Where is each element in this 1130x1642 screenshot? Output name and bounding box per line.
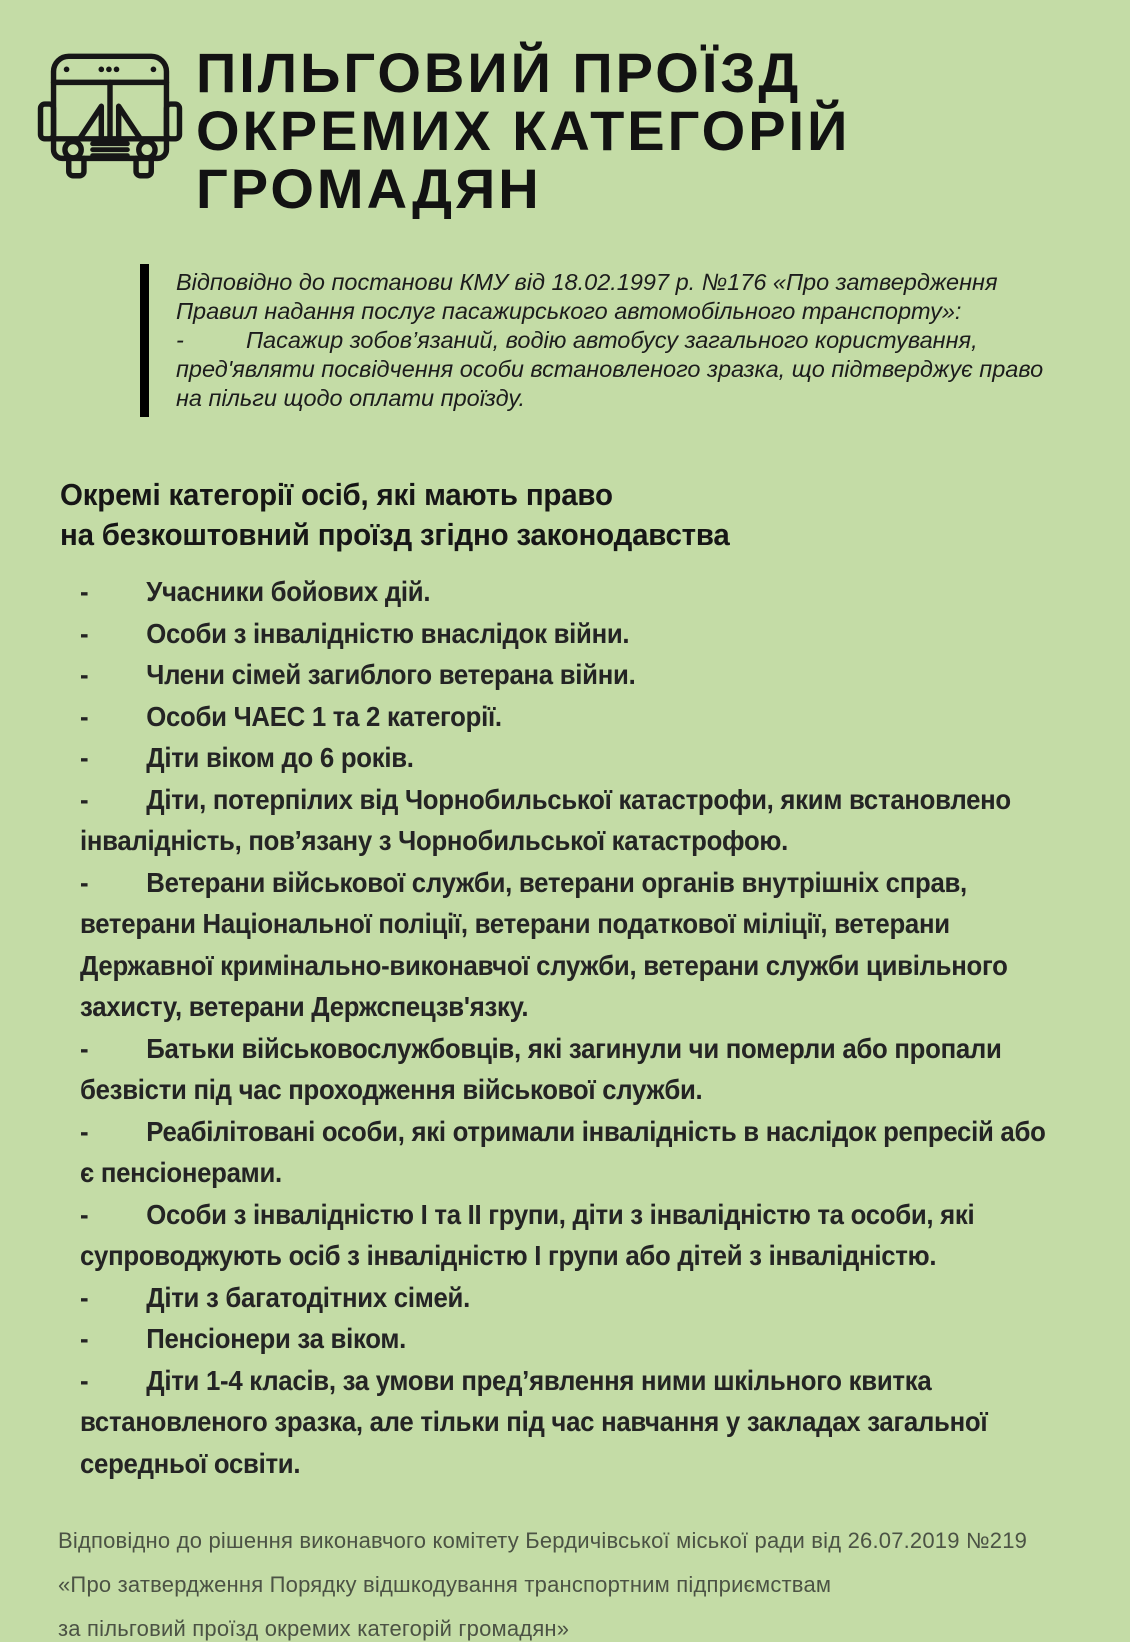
bus-grille xyxy=(93,144,128,156)
list-item-dash: - xyxy=(80,576,89,607)
list-item xyxy=(80,1318,1063,1360)
list-item-dash: - xyxy=(80,659,89,690)
list-item-text: Діти 1-4 класів, за умови пред’явлення ними шкільного квитка встановленого зразка, але тільки під час навчання у закладах загальної середньої освіти. xyxy=(80,1364,988,1479)
list-item-dash: - xyxy=(80,866,89,898)
page-title xyxy=(196,41,851,220)
list-item-text: Діти з багатодітних сімей. xyxy=(146,1281,470,1313)
quote-dash: - xyxy=(176,327,184,353)
header xyxy=(0,0,1130,218)
list-item-dash: - xyxy=(80,1032,89,1064)
list-item xyxy=(80,696,1063,738)
list-item-dash: - xyxy=(80,1198,89,1230)
quote-intro: Відповідно до постанови КМУ від 18.02.1997 р. №176 «Про затвердження Правил надання послуг пасажирського автомобільного транспорту»: xyxy=(176,269,998,324)
list-item xyxy=(80,737,1063,779)
list-item xyxy=(80,779,1063,862)
list-item-dash: - xyxy=(80,1323,89,1354)
list-item-text: Батьки військовослужбовців, які загинули чи померли або пропали безвісти під час проходження військової служби. xyxy=(80,1032,1002,1105)
list-item-text: Особи з інвалідністю І та ІІ групи, діти з інвалідністю та особи, які супроводжують осіб з інвалідністю І групи або дітей з інвалідністю. xyxy=(80,1198,975,1271)
list-item-text: Діти, потерпілих від Чорнобильської катастрофи, яким встановлено інвалідність, пов’язану з Чорнобильської катастрофою. xyxy=(80,783,1011,856)
list-item-text: Ветерани військової служби, ветерани органів внутрішніх справ, ветерани Національної поліції, ветерани податкової міліції, ветерани Державної кримінально-виконавчої служби, ветерани служби цивільного захисту, ветерани Держспецзв'язку. xyxy=(80,866,1008,1022)
list-item xyxy=(80,613,1063,655)
list-item xyxy=(80,1277,1063,1319)
section-heading-line-1: Окремі категорії осіб, які мають право xyxy=(60,477,613,512)
list-item-text: Пенсіонери за віком. xyxy=(146,1323,407,1354)
footer xyxy=(58,1528,1070,1642)
list-item-dash: - xyxy=(80,1281,89,1313)
list-item xyxy=(80,571,1063,613)
bus-headlight-left xyxy=(65,142,81,158)
list-item-text: Особи ЧАЕС 1 та 2 категорії. xyxy=(146,700,502,732)
title-line-2: ОКРЕМИХ КАТЕГОРІЙ xyxy=(196,99,851,162)
list-item xyxy=(80,654,1063,696)
list-item-dash: - xyxy=(80,1364,89,1396)
list-item xyxy=(80,1111,1063,1194)
list-item xyxy=(80,1028,1063,1111)
benefit-list xyxy=(80,571,1063,1484)
title-line-3: ГРОМАДЯН xyxy=(196,157,542,220)
list-item xyxy=(80,1360,1063,1485)
list-item-dash: - xyxy=(80,617,89,649)
list-item-text: Особи з інвалідністю внаслідок війни. xyxy=(146,617,630,649)
list-item xyxy=(80,1194,1063,1277)
list-item-dash: - xyxy=(80,700,89,732)
list-item-text: Члени сімей загиблого ветерана війни. xyxy=(146,659,636,690)
title-line-1: ПІЛЬГОВИЙ ПРОЇЗД xyxy=(196,41,802,104)
footer-line-3: за пільговий проїзд окремих категорій громадян» xyxy=(58,1616,570,1641)
legal-quote xyxy=(140,264,1070,417)
section-heading-line-2: на безкоштовний проїзд згідно законодавства xyxy=(60,517,730,552)
list-item-dash: - xyxy=(80,783,89,815)
section-heading xyxy=(60,475,1039,555)
list-item xyxy=(80,862,1063,1028)
list-item-text: Реабілітовані особи, які отримали інвалідність в наслідок репресій або є пенсіонерами. xyxy=(80,1115,1046,1188)
list-item-text: Учасники бойових дій. xyxy=(146,576,431,607)
list-item-text: Діти віком до 6 років. xyxy=(146,742,414,773)
quote-body-text: Пасажир зобов’язаний, водію автобусу загального користування, пред'являти посвідчення особи встановленого зразка, що підтверджує право на пільги щодо оплати проїзду. xyxy=(176,327,1044,411)
bus-roof-dots xyxy=(64,67,157,73)
list-item-dash: - xyxy=(80,1115,89,1147)
quote-body xyxy=(176,326,1070,413)
list-item-dash: - xyxy=(80,742,89,773)
bus-wiper-right xyxy=(119,106,141,139)
bus-wiper-left xyxy=(80,106,102,139)
bus-front-icon xyxy=(34,42,186,202)
footer-line-1: Відповідно до рішення виконавчого комітету Бердичівської міської ради від 26.07.2019 №219 xyxy=(58,1528,1028,1553)
bus-headlight-right xyxy=(139,142,155,158)
footer-line-2: «Про затвердження Порядку відшкодування транспортним підприємствам xyxy=(58,1572,832,1597)
